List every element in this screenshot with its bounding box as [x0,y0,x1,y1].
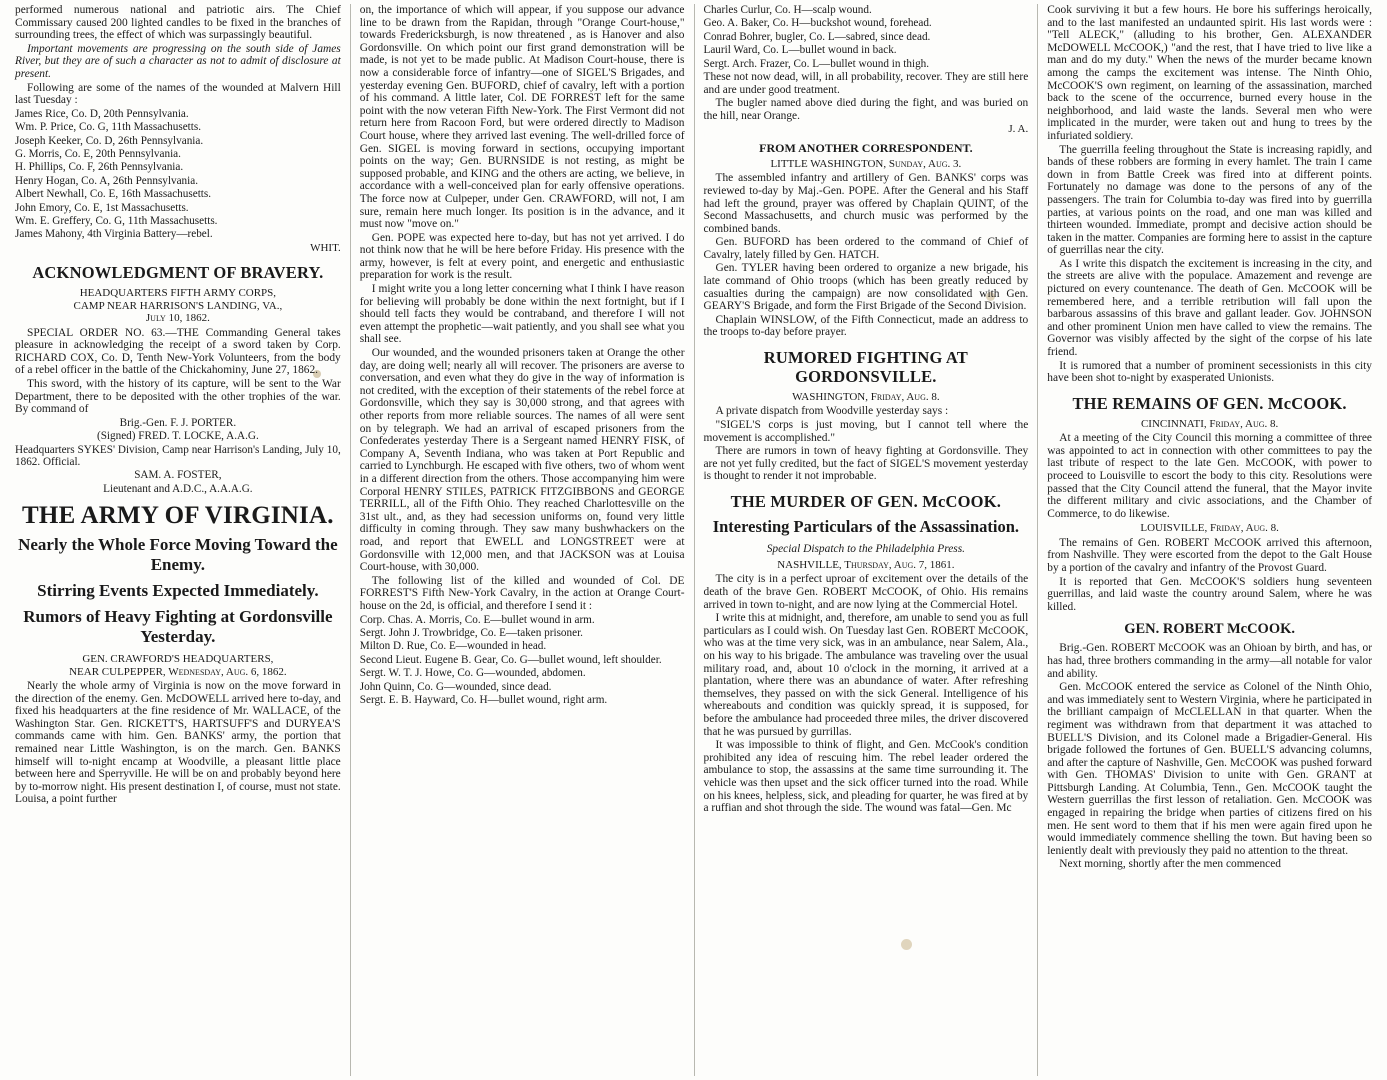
dateline-nashville [704,559,1029,571]
special-dispatch-credit: Special Dispatch to the Philadelphia Press. [766,543,965,555]
paragraph: on, the importance of which will appear, if you suppose our advance line to be drawn from the Rapidan, through "Orange Court-house," towards Fredericksburgh, is now threatened , as is Hanover and also Gordonsville. On which point our first grand demonstration will be made, is not yet to be made public. At Madison Court-house, there is now a considerable force of infantry—one of SIGEL'S Brigades, and yesterday evening Gen. BUFORD, chief of cavalry, left with a portion of his command. A little later, Col. DE FORREST left for the same point with the now veteran Fifth New-York. The First Vermont did not return here from Racoon Ford, but were ordered directly to Madison Court house, where they arrived last evening. The well-drilled force of Gen. SIGEL is moving forward in sections, occupying important points on the way; Gen. BURNSIDE is not resting, as might be supposed probable, and KING and the others are acting, we believe, in accordance with a well-conceived plan for early offensive operations. The force now at Culpeper, under Gen. CRAWFORD, will not, I am sure, remain here much longer. Its position is in the advance, and it must now "move on." [359,4,685,231]
column-2 [350,4,694,1076]
paragraph: Cook surviving it but a few hours. He bore his sufferings heroically, and to the last manifested an undaunted spirit. His last words were : "Tell ALECK," (alluding to his brother, Gen. ALEXANDER McDOWELL McCOOK,) "and the rest, that I have tried to live like a man and do my duty." When the news of the murder became known among the camps the excitement was intense. The Ninth Ohio, McCOOK'S own regiment, on learning of the assassination, marched back to the scene of the occurrence, burned every house in the neighborhood, and laid waste the lands. Several men who were implicated in the murder, were taken out and hung to trees by the infuriated soldiery. [1047,4,1372,142]
paragraph: I might write you a long letter concerning what I think I have reason for believing will probably be done within the next fortnight, but if I should tell facts they would be contraband, and therefore I will not even attempt the prophetic—wait patiently, and you shall see what you shall see. [359,283,685,346]
paragraph: The remains of Gen. ROBERT McCOOK arrived this afternoon, from Nashville. They were escorted from the depot to the Galt House by a portion of the cavalry and infantry of the Provost Guard. [1047,536,1372,574]
list-item: Geo. A. Baker, Co. H—buckshot wound, forehead. [703,17,932,30]
list-item: Henry Hogan, Co. A, 26th Pennsylvania. [15,174,199,187]
signature-line: Brig.-Gen. F. J. PORTER. [119,416,237,429]
paragraph: Gen. McCOOK entered the service as Colonel of the Ninth Ohio, and was immediately sent to Western Virginia, where he participated in the brilliant campaign of McCLELLAN in that quarter. When the regiment was withdrawn from that department it was attached to BUELL'S Division, and its Colonel made a Brigadier-General. His brigade followed the fortunes of Gen. BUELL'S advancing columns, and after the capture of Nashville, Gen. McCOOK was pushed forward with Gen. THOMAS' Division to unite with Gen. GRANT at Pittsburgh Landing. At Columbia, Tenn., Gen. McCOOK taught the Western guerrillas the first lesson of retaliation. Gen. McCOOK was engaged in repairing the bridge when parties of citizens fired on his men. He sent word to them that if his men were again fired upon he would immediately commence shelling the town. But having been so leniently dealt with previously they paid no attention to the threat. [1047,681,1372,857]
paragraph: performed numerous national and patriotic airs. The Chief Commissary caused 200 lighted candles to be fixed in the branches of surrounding trees, the effect of which was surpassingly beautiful. [15,4,341,42]
list-item: Sergt. E. B. Hayward, Co. H—bullet wound, right arm. [359,693,608,706]
signature-line: (Signed) FRED. T. LOCKE, A.A.G. [96,430,259,443]
cavalry-casualty-list [360,614,685,707]
paragraph: The following list of the killed and wounded of Col. DE FORREST'S Fifth New-York Cavalry, in the action at Orange Court-house on the 2d, is official, and therefore I send it : [359,574,685,612]
headline-interesting-particulars: Interesting Particulars of the Assassination. [712,517,1020,536]
dateline-line: HEADQUARTERS FIFTH ARMY CORPS, [79,287,277,300]
paragraph: SPECIAL ORDER NO. 63.—THE Commanding General takes pleasure in acknowledging the receipt of a sword taken by Corp. RICHARD COX, Co. D, Tenth New-York Volunteers, from the body of a rebel officer in the battle of the Chickahominy, June 27, 1862. [15,326,341,377]
paragraph: Gen. POPE was expected here to-day, but has not yet arrived. I do not think now that he will be here before Friday. His presence with the army, however, is felt at every point, and energetic and enthusiastic preparation for work is the result. [359,231,685,282]
paragraph: Chaplain WINSLOW, of the Fifth Connecticut, made an address to the troops to-day before prayer. [703,313,1029,339]
dateline-line: NASHVILLE, Thursday, Aug. 7, 1861. [777,559,955,571]
list-item: G. Morris, Co. E, 20th Pennsylvania. [15,147,181,160]
dateline-line: NEAR CULPEPPER, Wednesday, Aug. 6, 1862. [69,665,287,678]
paragraph: Next morning, shortly after the men commenced [1059,858,1281,871]
paragraph: There are rumors in town of heavy fighting at Gordonsville. They are not yet fully credited, but the fact of SIGEL'S movement yesterday is thought to render it not improbable. [703,445,1029,483]
paragraph: Following are some of the names of the wounded at Malvern Hill last Tuesday : [15,81,341,107]
dateline-louisville [1047,522,1372,534]
headline-gen-robert-mccook: GEN. ROBERT McCOOK. [1124,621,1296,638]
signature-line: SAM. A. FOSTER, [134,469,222,482]
list-item: Sergt. John J. Trowbridge, Co. E—taken prisoner. [359,626,583,639]
paragraph: It was impossible to think of flight, and Gen. McCook's condition prohibited any idea of rescuing him. The rebel leader ordered the ambulance to stop, the assassins at the same time surrounding it. The vehicle was then upset and the sick officer turned into the road. While on his knees, helpless, sick, and pleading for quarter, he was fired at by a ruffian and shot through the side. The wound was fatal—Gen. Mc [703,739,1029,815]
list-item: John Emory, Co. E, 1st Massachusetts. [15,201,189,214]
paragraph: I write this at midnight, and, therefore, am unable to send you as full particulars as I could wish. On Tuesday last Gen. ROBERT McCOOK, who was at the time very sick, was in an ambulance, near Salem, Ala., on his way to his brigade. The ambulance was traveling over the usual military road, and, about 10 o'clock in the morning, it arrived at a plantation, where there was an abundance of water. After refreshing themselves, they passed on with the sick General. Intelligence of his whereabouts and condition was quickly spread, it is supposed, for before the ambulance had proceeded three miles, the driver discovered that he was pursued by gurrillas. [703,612,1029,738]
quoted-dispatch: "SIGEL'S corps is just moving, but I cannot tell where the movement is accomplished." [703,419,1029,444]
paragraph: The city is in a perfect uproar of excitement over the details of the death of the brave Gen. ROBERT McCOOK, of Ohio. His remains arrived in town to-night, and are now lying at the Commercial Hotel. [703,573,1029,611]
dateline-line: LITTLE WASHINGTON, Sunday, Aug. 3. [770,157,962,170]
headline-stirring-events: Stirring Events Expected Immediately. [37,581,319,601]
paragraph: This sword, with the history of its capture, will be sent to the War Department, there to be deposited with the other trophies of the war. By command of [15,377,341,416]
column-1 [6,4,350,1076]
dateline-line: CAMP NEAR HARRISON'S LANDING, VA., [73,299,283,312]
headline-from-another-correspondent: FROM ANOTHER CORRESPONDENT. [759,140,973,155]
column-container [6,4,1381,1076]
paragraph: It is rumored that a number of prominent secessionists in this city have been shot to-night by exasperated Unionists. [1047,359,1372,385]
signature-line: Headquarters SYKES' Division, Camp near Harrison's Landing, July 10, 1862. Official. [15,443,341,468]
list-item: Second Lieut. Eugene B. Gear, Co. G—bullet wound, left shoulder. [359,653,662,666]
headline-murder-of-gen-mccook: THE MURDER OF GEN. McCOOK. [730,492,1002,511]
list-item: Joseph Keeker, Co. D, 26th Pennsylvania. [15,134,204,147]
headline-acknowledgment-of-bravery: ACKNOWLEDGMENT OF BRAVERY. [32,263,324,283]
list-item: Conrad Bohrer, bugler, Co. L—sabred, since dead. [703,30,931,43]
headline-army-of-virginia: THE ARMY OF VIRGINIA. [22,502,334,530]
list-item: Wm. E. Greffery, Co. G, 11th Massachusetts. [15,215,218,227]
list-item: James Mahony, 4th Virginia Battery—rebel. [15,228,213,241]
cavalry-casualty-list-cont [704,4,1029,70]
dateline-crawford-hq [15,653,341,678]
list-item: Lauril Ward, Co. L—bullet wound in back. [703,44,897,57]
list-item: Charles Curlur, Co. H—scalp wound. [703,4,872,16]
paragraph: It is reported that Gen. McCOOK'S soldiers hung seventeen guerrillas, and laid waste the country around Salem, where he was killed. [1047,575,1372,613]
paragraph: Brig.-Gen. ROBERT McCOOK was an Ohioan by birth, and has, or has had, three brothers commanding in the army—all notable for valor and ability. [1047,642,1372,680]
paragraph: The bugler named above died during the fight, and was buried on the hill, near Orange. [703,97,1029,122]
dateline-line: LOUISVILLE, Friday, Aug. 8. [1140,522,1279,535]
list-item: Wm. P. Price, Co. G, 11th Massachusetts. [15,121,202,134]
paragraph: As I write this dispatch the excitement is increasing in the city, and the streets are alive with the populace. Amazement and revenge are pictured on every countenance. The death of Gen. McCOOK will be remembered here, and a terrible retribution will fall upon the barbarous assassins of this brave and gallant leader. Gov. JOHNSON and other prominent Union men have called to view the remains. The Governor was visibly affected by the sight of the corpse of his late friend. [1047,257,1372,359]
paragraph: These not now dead, will, in all probability, recover. They are still here and are under good treatment. [703,71,1029,96]
dateline-little-washington [704,158,1029,170]
signature-line: Lieutenant and A.D.C., A.A.A.G. [103,482,253,495]
paragraph: Gen. TYLER having been ordered to organize a new brigade, his late command of Ohio troops (which has been greatly reduced by casualties during the campaign) are now consolidated with Gen. GEARY'S Brigade, and form the First Brigade of the Second Division. [703,262,1029,313]
list-item: John Quinn, Co. G—wounded, since dead. [359,680,552,693]
dateline-headquarters [15,287,341,324]
dateline-cincinnati [1047,418,1372,430]
paragraph: Nearly the whole army of Virginia is now on the move forward in the direction of the enemy. Gen. McDOWELL arrived here to-day, and fixed his headquarters at the fine residence of Mr. WALLACE, of the Washington Star. Gen. RICKETT'S, HARTSUFF'S and DURYEA'S commands came with him. Gen. BANKS' army, the portion that remained near Little Washington, is on the march. Gen. BANKS himself will to-night encamp at Woodville, a pleasant little place between here and Sperryville. He will be on and probably beyond here by to-morrow night. His present destination I, of course, must not state. Louisa, a point further [15,679,341,806]
list-item: Sergt. Arch. Frazer, Co. L—bullet wound in thigh. [703,57,930,70]
dateline-line: WASHINGTON, Friday, Aug. 8. [792,391,940,404]
headline-remains-of-gen-mccook: THE REMAINS OF GEN. McCOOK. [1072,393,1347,413]
paragraph: At a meeting of the City Council this morning a committee of three was appointed to act in connection with other committees to pay the last tribute of respect to the late Gen. McCOOK, with power to proceed to Louisville to escort the body to this city. Resolutions were passed that the City Council attend the funeral, that the Mayor invite the different military and civic associations, and the Chamber of Commerce, to do likewise. [1047,432,1372,520]
list-item: Albert Newhall, Co. E, 16th Massachusetts. [15,188,212,201]
casualty-list [15,108,341,241]
paragraph: Gen. BUFORD has been ordered to the command of Chief of Cavalry, lately filled by Gen. HATCH. [703,236,1029,261]
column-4 [1037,4,1381,1076]
paragraph-italic: Important movements are progressing on the south side of James River, but they are of such a character as not to admit of disclosure at present. [15,42,341,80]
list-item: James Rice, Co. D, 20th Pennsylvania. [15,107,189,120]
dateline-line: CINCINNATI, Friday, Aug. 8. [1140,417,1279,430]
correspondent-signature: J. A. [1008,123,1029,136]
headline-force-moving: Nearly the Whole Force Moving Toward the Enemy. [18,535,338,575]
list-item: Milton D. Rue, Co. E—wounded in head. [359,640,547,653]
headline-rumors-heavy-fighting: Rumors of Heavy Fighting at Gordonsville Yesterday. [23,607,333,647]
dateline-washington [704,391,1029,403]
list-item: Sergt. W. T. J. Howe, Co. G—wounded, abdomen. [359,667,586,680]
column-3 [694,4,1038,1076]
order-signatures [15,417,341,495]
paragraph: A private dispatch from Woodville yesterday says : [715,405,949,418]
correspondent-signature: WHIT. [310,241,341,254]
headline-rumored-fighting-gordonsville: RUMORED FIGHTING AT GORDONSVILLE. [763,348,968,387]
dateline-line: July 10, 1862. [145,312,210,325]
paragraph: The guerrilla feeling throughout the State is increasing rapidly, and bands of these robbers are forming in every hamlet. The train I came down in from Battle Creek was fired into at different points. Fortunately no damage was done to the persons of any of the passengers. The train for Columbia to-day was fired into by guerrilla parties, at various points on the road, and one man was killed and thirteen wounded. Immediate, prompt and decisive action should be taken in the matter. Companies are forming here to assist in the capture of guerrillas near the city. [1047,143,1372,257]
paragraph: The assembled infantry and artillery of Gen. BANKS' corps was reviewed to-day by Maj.-Gen. POPE. After the General and his Staff had left the ground, prayer was offered by Chaplain QUINT, of the Second Massachusetts, and church music was performed by the combined bands. [703,172,1029,235]
list-item: H. Phillips, Co. F, 26th Pennsylvania. [15,161,184,174]
dateline-line: GEN. CRAWFORD'S HEADQUARTERS, [82,653,274,666]
list-item: Corp. Chas. A. Morris, Co. E—bullet wound in arm. [359,613,595,626]
paragraph: Our wounded, and the wounded prisoners taken at Orange the other day, are doing well; nearly all will recover. The prisoners are averse to conversation, and even what they do give in the way of information is not credited, with the exception of their statements of the rebel force at Gordonsville, which they say is 30,000 strong, and that agrees with other reports from more reliable sources. The names of all were sent on by telegraph. We had an arrival of escaped prisoners from the Confederates yesterday There is a Sergeant named HENRY FISK, of Company A, Seventh Indiana, who was taken at Port Republic and carried to Lynchburgh. He escaped with five others, two of whom went in a different direction from the others. Those accompanying him were Corporal HENRY STILES, PATRICK FITZGIBBONS and GEORGE TERRILL, all of the Fifth Ohio. They reached Charlottesville on the 31st ult., and, as they had secession uniforms on, found very little difficulty in coming through. They saw many bushwhackers on the road, and report that EWELL and LONGSTREET were at Gordonsville with 12,000 men, and that JACKSON was at Louisa Court-house, with 30,000. [359,347,685,574]
